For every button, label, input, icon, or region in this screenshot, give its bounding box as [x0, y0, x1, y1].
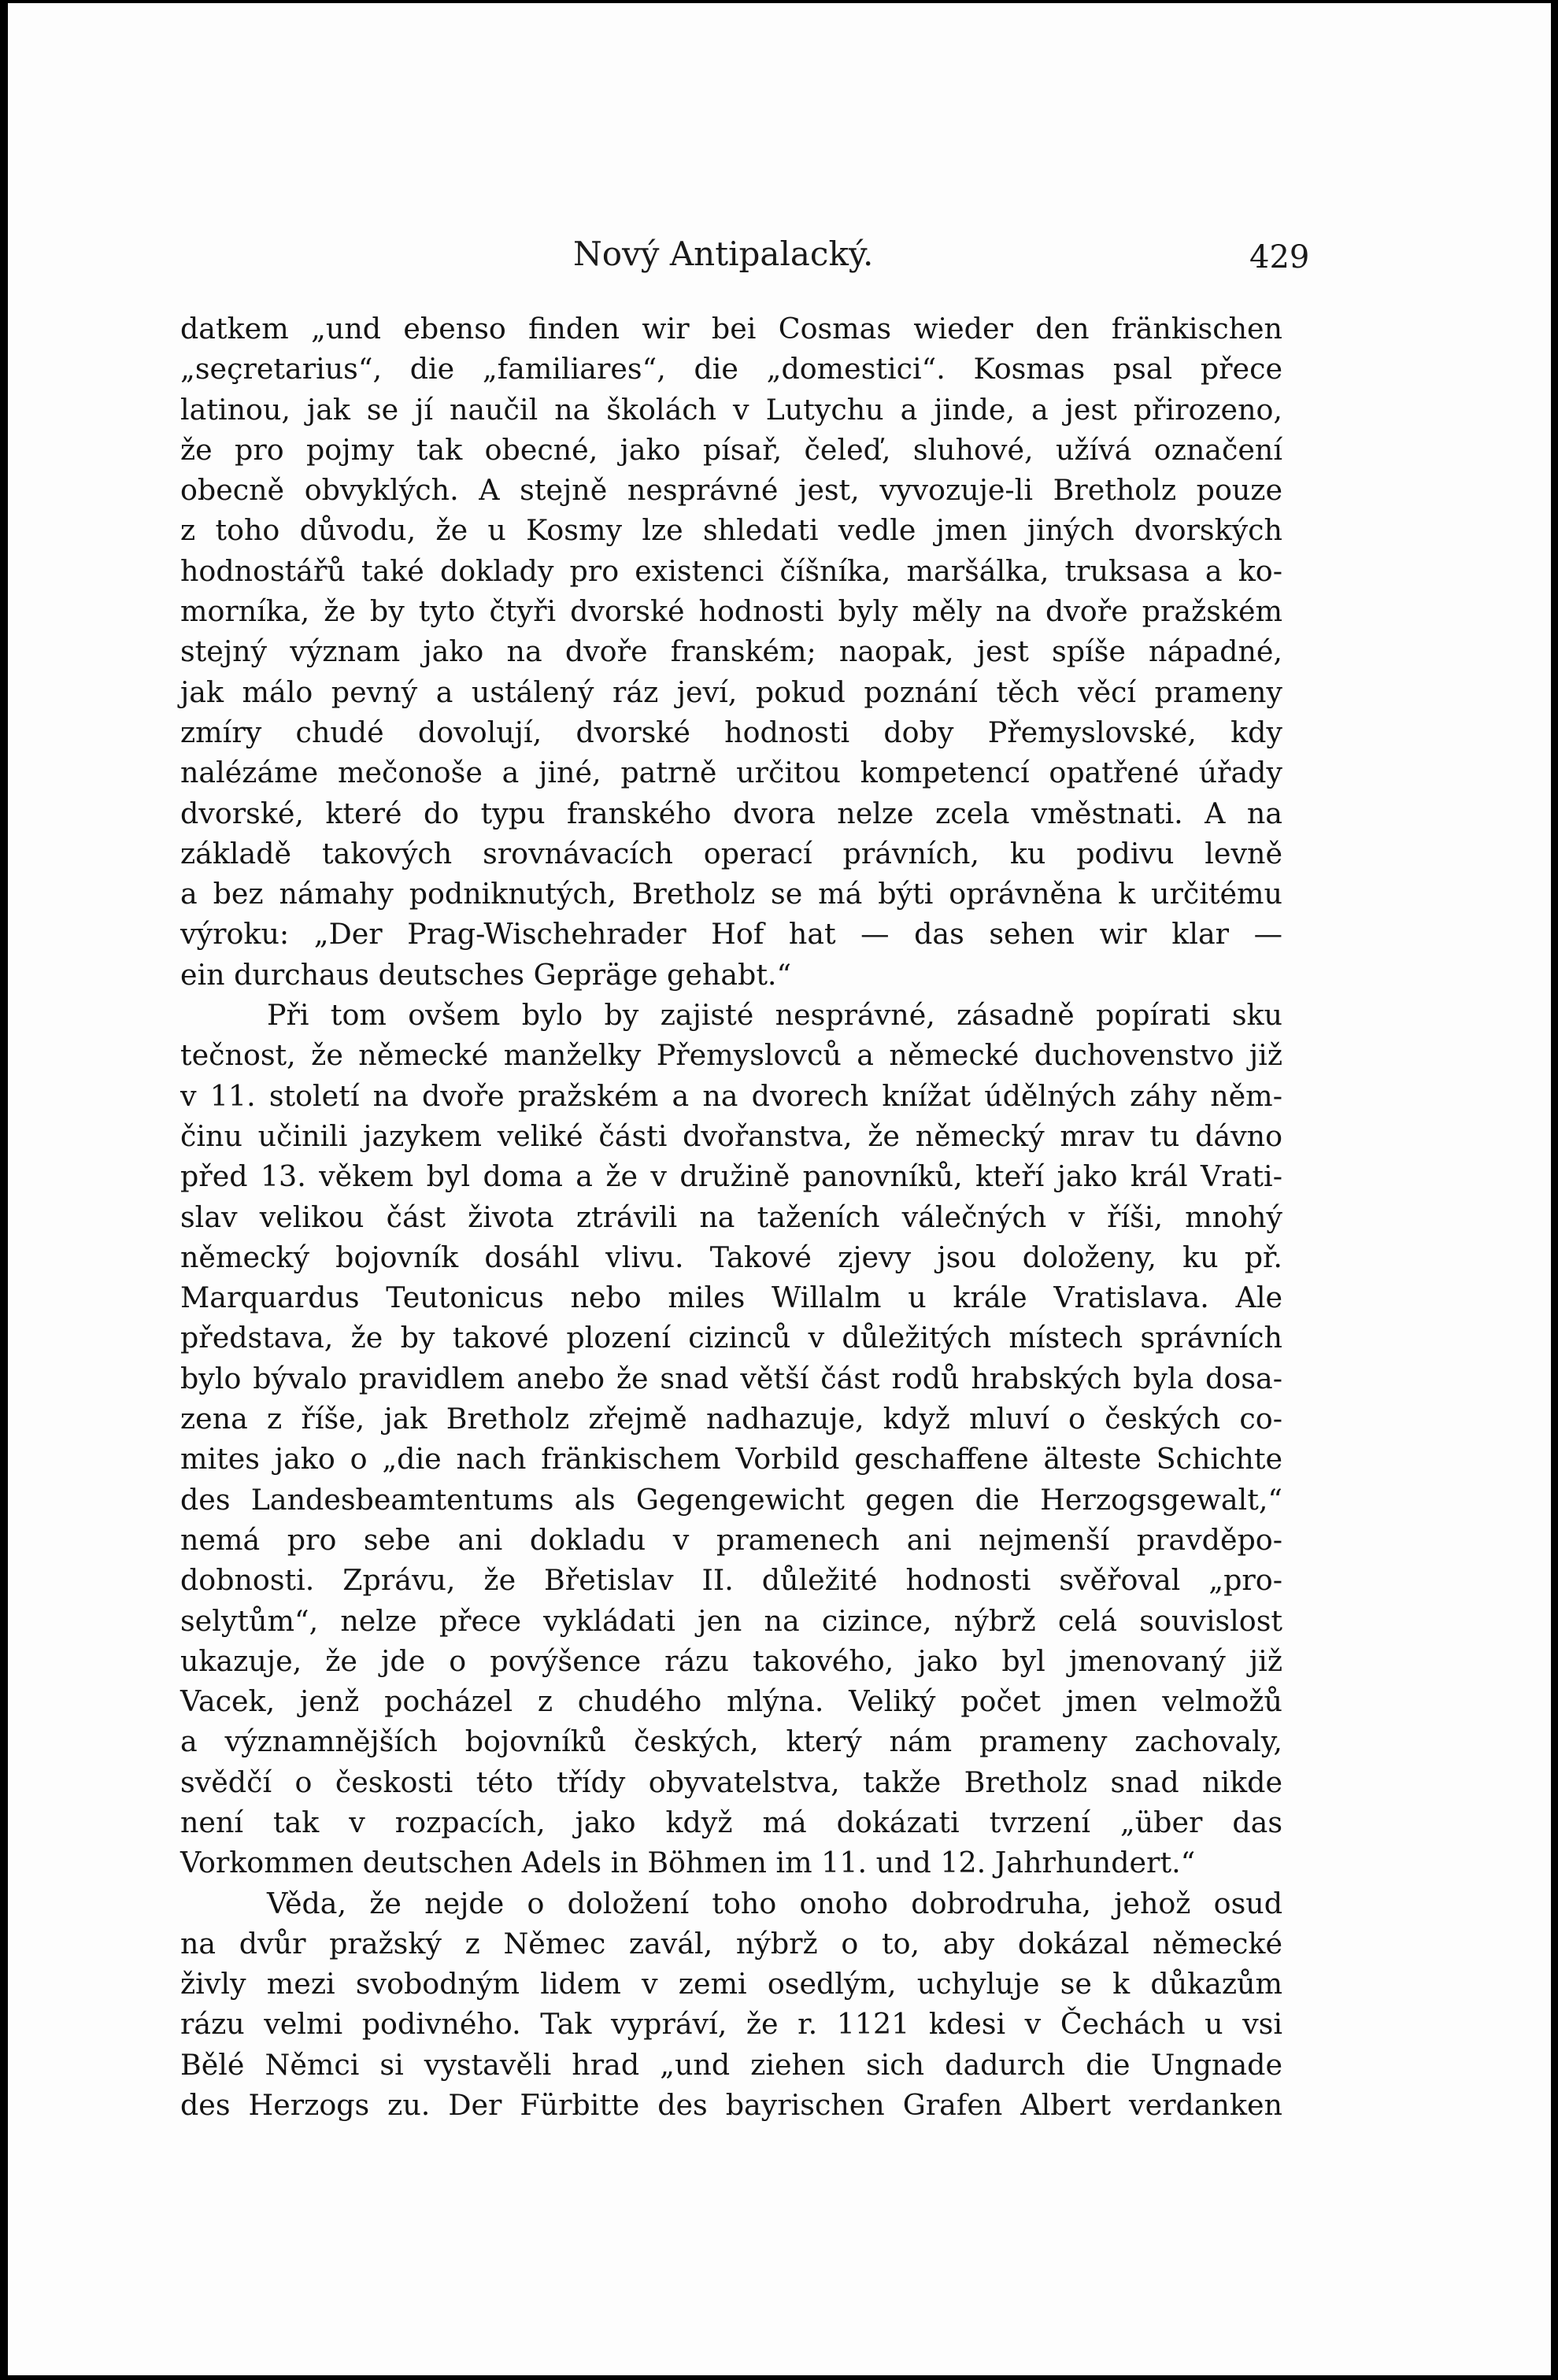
paragraph-3 [180, 1883, 1282, 2126]
text-line: zmíry chudé dovolují, dvorské hodnosti doby Přemyslovské, kdy [180, 715, 1282, 749]
text-line: tečnost, že německé manželky Přemyslovců a německé duchovenstvo již [180, 1038, 1282, 1073]
text-line: Marquardus Teutonicus nebo miles Willalm u krále Vratislava. Ale [180, 1281, 1282, 1315]
text-line: živly mezi svobodným lidem v zemi osedlým, uchyluje se k důkazům [180, 1967, 1282, 2001]
text-line: latinou, jak se jí naučil na školách v Lutychu a jinde, a jest přirozeno, [180, 392, 1282, 427]
text-line: stejný význam jako na dvoře franském; naopak, jest spíše nápadné, [180, 634, 1282, 669]
text-line: v 11. století na dvoře pražském a na dvorech knížat údělných záhy něm- [180, 1078, 1282, 1113]
text-line: Vacek, jenž pocházel z chudého mlýna. Veliký počet jmen velmožů [180, 1684, 1282, 1719]
text-line: ukazuje, že jde o povýšence rázu takového, jako byl jmenovaný již [180, 1643, 1282, 1678]
text-line: des Herzogs zu. Der Fürbitte des bayrischen Grafen Albert verdanken [180, 2088, 1282, 2123]
text-line: des Landesbeamtentums als Gegengewicht gegen die Herzogsgewalt,“ [180, 1482, 1282, 1517]
text-line: Bělé Němci si vystavěli hrad „und ziehen sich dadurch die Ungnade [180, 2047, 1282, 2082]
text-line: dvorské, které do typu franského dvora nelze zcela vměstnati. A na [180, 796, 1282, 830]
text-line: německý bojovník dosáhl vlivu. Takové zjevy jsou doloženy, ku př. [180, 1240, 1282, 1274]
text-line: činu učinili jazykem veliké části dvořanstva, že německý mrav tu dávno [180, 1118, 1282, 1153]
text-line: Při tom ovšem bylo by zajisté nesprávné, zásadně popírati sku [267, 998, 1282, 1033]
text-line: jak málo pevný a ustálený ráz jeví, pokud poznání těch věcí prameny [180, 674, 1282, 709]
page-sheet [8, 3, 1551, 2375]
text-line: slav velikou část života ztrávili na taženích válečných v říši, mnohý [180, 1199, 1282, 1234]
text-line: a bez námahy podniknutých, Bretholz se má býti oprávněna k určitému [180, 877, 1282, 911]
text-line: výroku: „Der Prag-Wischehrader Hof hat — das sehen wir klar — [180, 917, 1282, 952]
text-line: bylo bývalo pravidlem anebo že snad větší část rodů hrabských byla dosa- [180, 1361, 1282, 1395]
text-line: datkem „und ebenso finden wir bei Cosmas wieder den fränkischen [180, 312, 1282, 346]
page-number: 429 [1249, 239, 1310, 275]
text-line: hodnostářů také doklady pro existenci číšníka, maršálka, truksasa a ko- [180, 553, 1282, 588]
text-line: ein durchaus deutsches Gepräge gehabt.“ [180, 957, 792, 992]
paragraph-1 [180, 309, 1282, 995]
running-title: Nový Antipalacký. [573, 235, 874, 273]
text-line: před 13. věkem byl doma a že v družině panovníků, kteří jako král Vrati- [180, 1159, 1282, 1194]
text-line: mites jako o „die nach fränkischem Vorbild geschaffene älteste Schichte [180, 1442, 1282, 1476]
text-line: Vorkommen deutschen Adels in Böhmen im 11. und 12. Jahrhundert.“ [180, 1846, 1196, 1880]
text-line: představa, že by takové plození cizinců v důležitých místech správních [180, 1321, 1282, 1355]
text-line: rázu velmi podivného. Tak vypráví, že r. 1121 kdesi v Čechách u vsi [180, 2007, 1282, 2042]
text-line: zena z říše, jak Bretholz zřejmě nadhazuje, když mluví o českých co- [180, 1402, 1282, 1436]
text-line: Věda, že nejde o doložení toho onoho dobrodruha, jehož osud [267, 1886, 1282, 1920]
text-line: a významnějších bojovníků českých, který nám prameny zachovaly, [180, 1724, 1282, 1759]
body-text [180, 309, 1282, 2125]
text-line: obecně obvyklých. A stejně nesprávné jest, vyvozuje-li Bretholz pouze [180, 473, 1282, 508]
text-line: nalézáme mečonoše a jiné, patrně určitou kompetencí opatřené úřady [180, 756, 1282, 790]
text-line: selytům“, nelze přece vykládati jen na cizince, nýbrž celá souvislost [180, 1603, 1282, 1638]
text-line: že pro pojmy tak obecné, jako písař, čeleď, sluhové, užívá označení [180, 432, 1282, 467]
text-line: není tak v rozpacích, jako když má dokázati tvrzení „über das [180, 1805, 1282, 1839]
paragraph-2 [180, 995, 1282, 1883]
text-line: „seçretarius“, die „familiares“, die „domestici“. Kosmas psal přece [180, 352, 1282, 386]
text-line: svědčí o českosti této třídy obyvatelstva, takže Bretholz snad nikde [180, 1765, 1282, 1799]
text-line: dobnosti. Zprávu, že Břetislav II. důležité hodnosti svěřoval „pro- [180, 1563, 1282, 1598]
text-line: nemá pro sebe ani dokladu v pramenech ani nejmenší pravděpo- [180, 1522, 1282, 1557]
text-line: na dvůr pražský z Němec zavál, nýbrž o to, aby dokázal německé [180, 1926, 1282, 1961]
text-line: základě takových srovnávacích operací právních, ku podivu levně [180, 836, 1282, 870]
text-line: morníka, že by tyto čtyři dvorské hodnosti byly měly na dvoře pražském [180, 594, 1282, 629]
text-line: z toho důvodu, že u Kosmy lze shledati vedle jmen jiných dvorských [180, 513, 1282, 548]
